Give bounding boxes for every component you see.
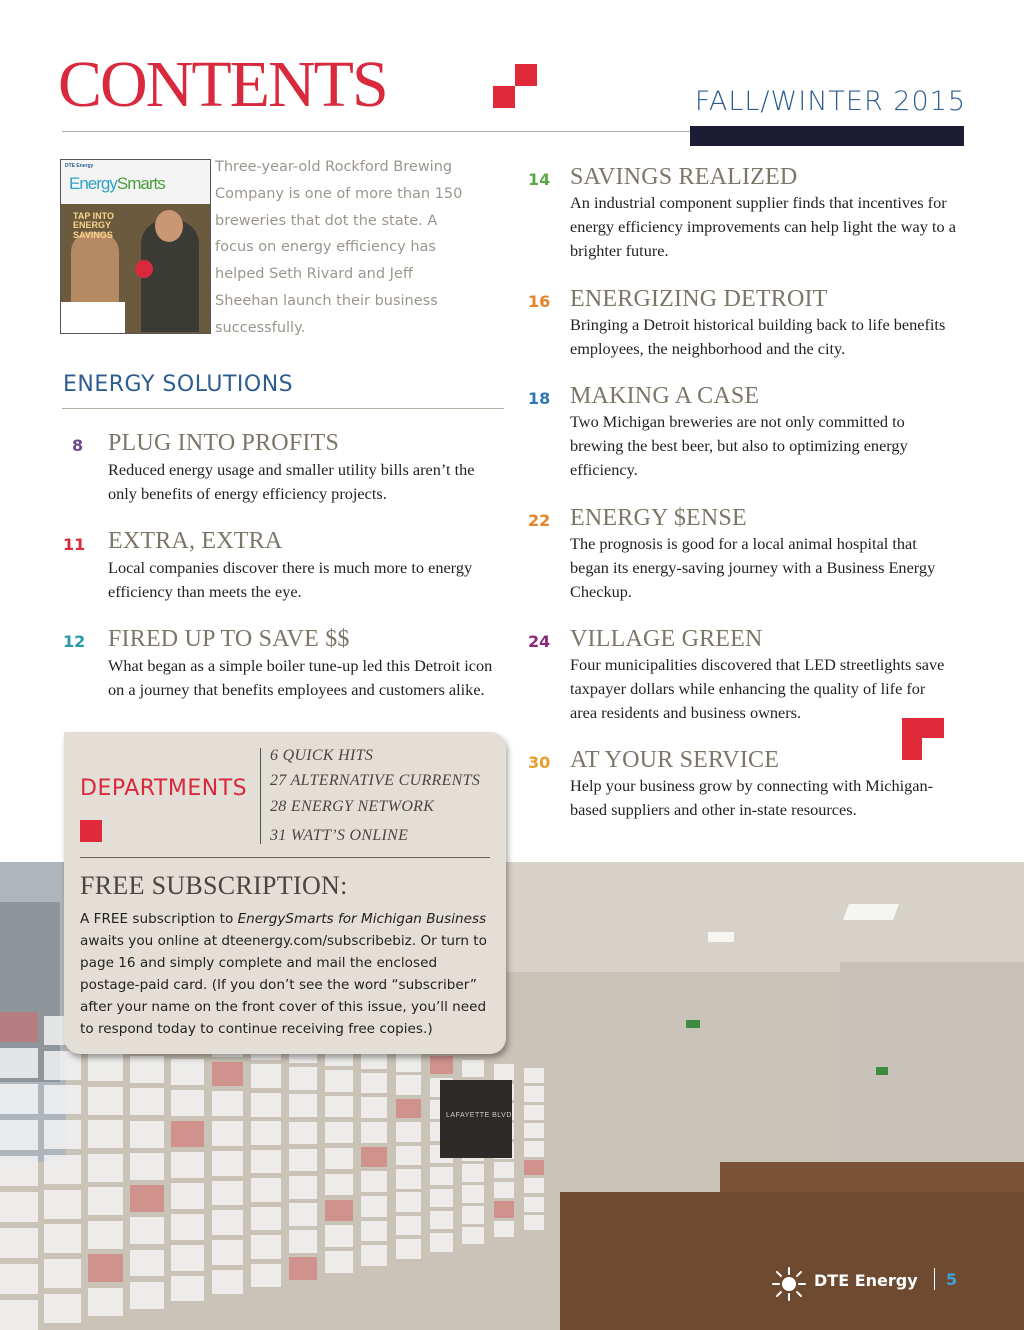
feature-page-number[interactable]: 24 [528,632,551,651]
glass-tile [88,1254,123,1282]
glass-tile [361,1073,387,1094]
cover-logo-prefix: Energy [69,174,117,193]
glass-tile [0,1120,38,1150]
glass-tile [325,1096,352,1118]
glass-tile [396,1075,421,1095]
glass-tile [0,1012,38,1042]
glass-tile [212,1270,243,1295]
glass-tile [430,1189,453,1207]
glass-tile [325,1225,352,1247]
photo-sign-text: LAFAYETTE BLVD [446,1112,512,1119]
glass-tile [212,1151,243,1176]
glass-tile [88,1288,123,1316]
feature-description: Two Michigan breweries are not only committed to brewing the best beer, but also to optimizing energy efficiency. [570,412,908,479]
cover-label-area [61,302,125,334]
cover-face [155,210,183,242]
glass-tile [171,1152,204,1178]
glass-tile [524,1215,543,1230]
glass-tile [212,1062,243,1087]
glass-tile [396,1169,421,1189]
glass-tile [251,1264,281,1288]
footer-divider [934,1268,935,1290]
glass-tile [171,1183,204,1209]
glass-tile [130,1153,164,1180]
energy-solutions-heading: ENERGY SOLUTIONS [63,372,294,397]
glass-tile [44,1190,81,1219]
glass-tile [396,1052,421,1072]
feature-page-number[interactable]: 18 [528,389,551,408]
header-divider [62,131,690,132]
glass-tile [524,1197,543,1212]
glass-tile [325,1070,352,1092]
cover-headline: TAP INTO ENERGY SAVINGS [73,211,115,240]
glass-tile [171,1090,204,1116]
magazine-cover-thumbnail [60,159,211,334]
glass-tile [494,1182,515,1198]
glass-tile [524,1068,543,1083]
photo-wall [840,962,1024,1182]
department-item[interactable]: 27 ALTERNATIVE CURRENTS [270,772,481,789]
dte-logo-icon [770,1266,808,1302]
glass-tile [325,1174,352,1196]
feature-description: Help your business grow by connecting with Michigan-based suppliers and other in-state resources. [570,776,934,819]
issue-date: FALL/WINTER 2015 [694,86,966,117]
glass-tile [361,1196,387,1217]
header-bar [690,126,964,146]
feature-title[interactable]: VILLAGE GREEN [570,626,763,652]
article-page-number[interactable]: 11 [63,535,86,554]
feature-title[interactable]: ENERGIZING DETROIT [570,286,828,312]
page-title: CONTENTS [58,48,387,121]
photo-ceiling-light [708,932,734,942]
glass-tile [212,1210,243,1235]
photo-frosted-glass-pattern [0,1012,700,1330]
department-item[interactable]: 31 WATT’S ONLINE [270,827,409,844]
glass-tile [212,1181,243,1206]
glass-tile [430,1056,453,1074]
department-item[interactable]: 28 ENERGY NETWORK [270,798,435,815]
glass-tile [494,1064,515,1080]
header-accent-square-2 [515,64,537,86]
glass-tile [289,1176,318,1199]
energy-solutions-divider [62,408,504,409]
glass-tile [88,1120,123,1148]
photo-ceiling [500,862,1024,972]
glass-tile [88,1221,123,1249]
article-description: What began as a simple boiler tune-up led this Detroit icon on a journey that benefits employees and customers alike. [108,656,493,699]
glass-tile [462,1227,484,1244]
glass-tile [130,1282,164,1309]
article-title[interactable]: FIRED UP TO SAVE $$ [108,626,350,652]
glass-tile [130,1217,164,1244]
glass-tile [325,1122,352,1144]
glass-tile [289,1257,318,1280]
glass-tile [171,1121,204,1147]
glass-tile [44,1085,81,1114]
glass-tile [88,1154,123,1182]
glass-tile [396,1122,421,1142]
subscription-text-after: awaits you online at dteenergy.com/subscribebiz. Or turn to page 16 and simply complete and mail the enclosed postage-paid card. (If you don’t see the word “subscriber” after your name on the front cover of this issue, you’ll need to respond today to continue receiving free copies.) [80,933,487,1037]
glass-tile [524,1178,543,1193]
page-number: 5 [946,1270,958,1289]
subscription-title: FREE SUBSCRIPTION: [80,871,348,900]
feature-page-number[interactable]: 30 [528,753,551,772]
article-page-number[interactable]: 12 [63,632,86,651]
feature-title[interactable]: MAKING A CASE [570,383,760,409]
glass-tile [396,1239,421,1259]
glass-tile [430,1211,453,1229]
glass-tile [251,1121,281,1145]
glass-tile [494,1221,515,1237]
glass-tile [130,1250,164,1277]
glass-tile [361,1171,387,1192]
glass-tile [0,1228,38,1258]
glass-tile [0,1300,38,1330]
glass-tile [325,1148,352,1170]
glass-tile [130,1056,164,1083]
glass-tile [171,1059,204,1085]
glass-tile [289,1094,318,1117]
glass-tile [524,1160,543,1175]
glass-tile [524,1086,543,1101]
glass-tile [361,1097,387,1118]
glass-tile [289,1203,318,1226]
feature-title[interactable]: ENERGY $ENSE [570,505,747,531]
feature-title[interactable]: SAVINGS REALIZED [570,164,798,190]
article-title[interactable]: EXTRA, EXTRA [108,528,283,554]
glass-tile [251,1235,281,1259]
glass-tile [524,1105,543,1120]
glass-tile [430,1233,453,1251]
glass-tile [44,1120,81,1149]
feature-description: The prognosis is good for a local animal hospital that began its energy-saving journey with a Business Energy Checkup. [570,534,936,601]
glass-tile [0,1084,38,1114]
glass-tile [289,1122,318,1145]
article-description: Reduced energy usage and smaller utility bills aren’t the only benefits of energy efficiency projects. [108,460,475,503]
glass-tile [88,1053,123,1081]
departments-accent-square [80,820,102,842]
departments-rule [80,857,490,858]
subscription-text [80,908,500,1040]
glass-tile [396,1146,421,1166]
glass-tile [289,1149,318,1172]
article-title[interactable]: PLUG INTO PROFITS [108,430,339,456]
glass-tile [44,1224,81,1253]
departments-divider [260,748,261,844]
glass-tile [212,1240,243,1265]
glass-tile [325,1251,352,1273]
feature-accent-square-2 [902,738,922,760]
feature-description: An industrial component supplier finds that incentives for energy efficiency improvements can help light the way to a brighter future. [570,193,956,260]
glass-tile [251,1178,281,1202]
article-description: Local companies discover there is much more to energy efficiency than meets the eye. [108,558,473,601]
glass-tile [0,1264,38,1294]
photo-exit-sign [876,1067,888,1075]
cover-caption: Three-year-old Rockford Brewing Company is one of more than 150 breweries that dot the state. A focus on energy efficiency has helped Seth Rivard and Jeff Sheehan launch their business successfully. [215,159,463,336]
glass-tile [88,1187,123,1215]
glass-tile [396,1099,421,1119]
glass-tile [494,1162,515,1178]
glass-tile [0,1048,38,1078]
glass-tile [44,1294,81,1323]
feature-page-number[interactable]: 14 [528,170,551,189]
photo-wall-sign [440,1080,512,1158]
glass-tile [171,1214,204,1240]
glass-tile [494,1201,515,1217]
glass-tile [0,1192,38,1222]
glass-tile [251,1093,281,1117]
glass-tile [430,1167,453,1185]
feature-page-number[interactable]: 16 [528,292,551,311]
department-item[interactable]: 6 QUICK HITS [270,747,374,764]
glass-tile [88,1087,123,1115]
glass-tile [289,1230,318,1253]
glass-tile [462,1060,484,1077]
article-page-number[interactable]: 8 [72,436,84,455]
glass-tile [44,1051,81,1080]
glass-tile [524,1141,543,1156]
glass-tile [212,1091,243,1116]
glass-tile [361,1122,387,1143]
glass-tile [44,1259,81,1288]
feature-description: Four municipalities discovered that LED streetlights save taxpayer dollars while enhancing the quality of life for area residents and business owners. [570,655,945,722]
glass-tile [462,1164,484,1181]
glass-tile [130,1088,164,1115]
glass-tile [130,1121,164,1148]
subscription-text-before: A FREE subscription to [80,911,238,927]
subscription-magazine-name: EnergySmarts for Michigan Business [237,911,487,927]
glass-tile [289,1067,318,1090]
glass-tile [396,1192,421,1212]
glass-tile [462,1206,484,1223]
cover-dte-label: DTE Energy [65,163,94,169]
glass-tile [361,1147,387,1168]
glass-tile [212,1121,243,1146]
glass-tile [44,1155,81,1184]
glass-tile [171,1276,204,1302]
glass-tile [396,1216,421,1236]
footer-brand: DTE Energy [814,1271,918,1290]
glass-tile [361,1221,387,1242]
glass-tile [130,1185,164,1212]
glass-tile [325,1200,352,1222]
glass-tile [462,1185,484,1202]
glass-tile [361,1245,387,1266]
cover-logo [69,174,165,194]
glass-tile [0,1156,38,1186]
glass-tile [251,1064,281,1088]
glass-tile [251,1150,281,1174]
glass-tile [251,1207,281,1231]
cover-badge [135,260,153,278]
feature-page-number[interactable]: 22 [528,511,551,530]
feature-description: Bringing a Detroit historical building back to life benefits employees, the neighborhood and the city. [570,315,946,358]
glass-tile [524,1123,543,1138]
feature-accent-square-1 [902,718,944,738]
glass-tile [171,1245,204,1271]
feature-title[interactable]: AT YOUR SERVICE [570,747,780,773]
cover-logo-suffix: Smarts [116,174,165,193]
departments-heading: DEPARTMENTS [80,776,248,801]
photo-ceiling-light [843,904,899,920]
header-accent-square-1 [493,86,515,108]
